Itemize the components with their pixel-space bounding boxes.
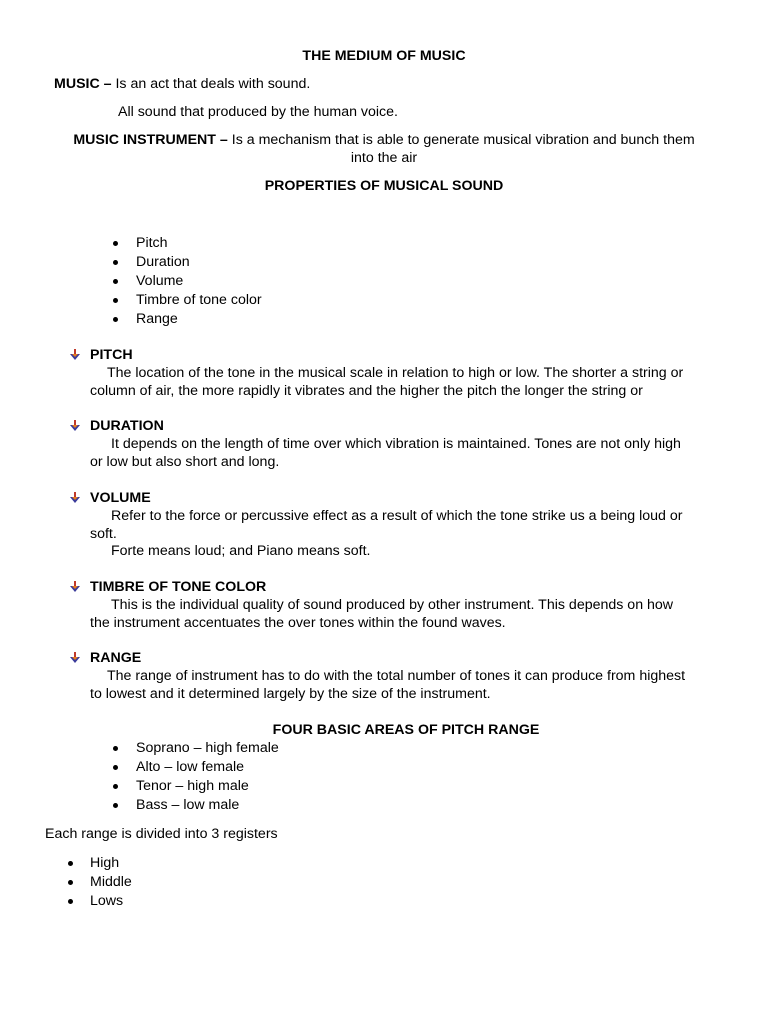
pitch-range-list: [113, 739, 279, 815]
properties-heading: PROPERTIES OF MUSICAL SOUND: [264, 178, 504, 194]
list-item: Soprano – high female: [113, 739, 279, 758]
pitch-body-line1: The location of the tone in the musical scale in relation to high or low. The shorter a string or: [107, 365, 684, 381]
volume-body-line1: Refer to the force or percussive effect as a result of which the tone strike us a being loud or: [111, 508, 683, 524]
bullet-dot-icon: [113, 803, 118, 808]
list-item: Alto – low female: [113, 758, 279, 777]
timbre-body-line2: the instrument accentuates the over tones within the found waves.: [90, 615, 506, 631]
list-item: Lows: [68, 892, 132, 911]
arrow-bullet-icon: [69, 420, 81, 432]
bullet-dot-icon: [113, 784, 118, 789]
registers-intro: Each range is divided into 3 registers: [45, 826, 278, 842]
timbre-body-line1: This is the individual quality of sound produced by other instrument. This depends on how: [111, 597, 674, 613]
range-heading: RANGE: [90, 650, 142, 666]
duration-body-line2: or low but also short and long.: [90, 454, 280, 470]
music-term: MUSIC –: [54, 76, 112, 92]
bullet-dot-icon: [113, 241, 118, 246]
pitch-range-heading: FOUR BASIC AREAS OF PITCH RANGE: [272, 722, 540, 738]
list-item: Timbre of tone color: [113, 291, 262, 310]
bullet-dot-icon: [113, 260, 118, 265]
bullet-dot-icon: [113, 298, 118, 303]
instrument-term: MUSIC INSTRUMENT –: [73, 132, 228, 148]
instrument-definition: [0, 131, 768, 149]
list-item: Volume: [113, 272, 262, 291]
list-item: Pitch: [113, 234, 262, 253]
bullet-dot-icon: [113, 279, 118, 284]
pitch-heading: PITCH: [90, 347, 133, 363]
list-item: Bass – low male: [113, 796, 279, 815]
arrow-bullet-icon: [69, 652, 81, 664]
range-body-line1: The range of instrument has to do with the total number of tones it can produce from highest: [107, 668, 686, 684]
bullet-dot-icon: [68, 899, 73, 904]
bullet-dot-icon: [113, 765, 118, 770]
arrow-bullet-icon: [69, 581, 81, 593]
volume-body-line3: Forte means loud; and Piano means soft.: [111, 543, 371, 559]
properties-list: [113, 234, 262, 329]
bullet-dot-icon: [68, 880, 73, 885]
bullet-dot-icon: [113, 746, 118, 751]
arrow-bullet-icon: [69, 349, 81, 361]
list-item: Middle: [68, 873, 132, 892]
music-definition: [54, 75, 310, 93]
volume-heading: VOLUME: [90, 490, 151, 506]
instrument-definition-line2: into the air: [350, 150, 418, 166]
list-item: Range: [113, 310, 262, 329]
arrow-bullet-icon: [69, 492, 81, 504]
range-body-line2: to lowest and it determined largely by the size of the instrument.: [90, 686, 491, 702]
duration-body-line1: It depends on the length of time over which vibration is maintained. Tones are not only high: [111, 436, 681, 452]
list-item: Duration: [113, 253, 262, 272]
volume-body-line2: soft.: [90, 526, 117, 542]
page-title: THE MEDIUM OF MUSIC: [302, 48, 466, 64]
instrument-definition-text: Is a mechanism that is able to generate musical vibration and bunch them: [227, 132, 695, 148]
registers-list: [68, 854, 132, 911]
list-item: High: [68, 854, 132, 873]
bullet-dot-icon: [68, 861, 73, 866]
bullet-dot-icon: [113, 317, 118, 322]
music-definition-text: Is an act that deals with sound.: [111, 76, 311, 92]
timbre-heading: TIMBRE OF TONE COLOR: [90, 579, 267, 595]
music-note: All sound that produced by the human voice.: [118, 104, 398, 120]
list-item: Tenor – high male: [113, 777, 279, 796]
pitch-body-line2: column of air, the more rapidly it vibrates and the higher the pitch the longer the string or: [90, 383, 643, 399]
duration-heading: DURATION: [90, 418, 164, 434]
